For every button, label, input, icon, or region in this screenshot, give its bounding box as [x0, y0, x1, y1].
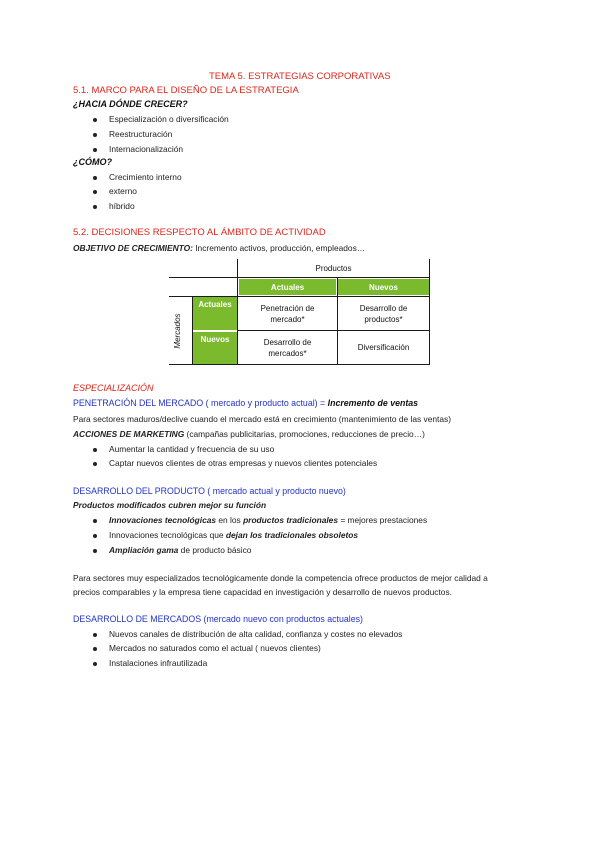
text: en los	[216, 515, 244, 525]
matrix-cell-desarrollo-productos	[338, 297, 429, 330]
section-heading-5-2: 5.2. DECISIONES RESPECTO AL ÁMBITO DE ACTIVIDAD	[73, 227, 326, 238]
cell-text: Desarrollo de	[359, 303, 408, 313]
matrix-row-nuevos: Nuevos	[193, 332, 237, 364]
list-item: híbrido	[109, 201, 135, 211]
bullet	[93, 462, 97, 466]
text: de producto básico	[178, 545, 252, 555]
matrix-mercados-label: Mercados	[173, 313, 182, 349]
marketing-label: ACCIONES DE MARKETING	[73, 429, 185, 439]
list-item	[109, 545, 251, 555]
desarrollo-producto-para-1: Para sectores muy especializados tecnológicamente donde la competencia ofrece productos de mejor calidad a	[73, 573, 488, 583]
desarrollo-producto-heading: DESARROLLO DEL PRODUCTO ( mercado actual y producto nuevo)	[73, 486, 346, 496]
objective-line	[73, 243, 365, 253]
cell-text: Desarrollo de	[263, 337, 312, 347]
list-item: Crecimiento interno	[109, 172, 182, 182]
bullet	[93, 205, 97, 209]
matrix-cell-diversificacion: Diversificación	[357, 343, 410, 352]
desarrollo-producto-subheading: Productos modificados cubren mejor su función	[73, 500, 267, 510]
text-em: productos tradicionales	[243, 515, 338, 525]
text-em: dejan los tradicionales obsoletos	[225, 530, 359, 540]
text-em: Ampliación gama	[109, 545, 179, 555]
bullet	[93, 176, 97, 180]
matrix-gridline	[429, 259, 430, 365]
list-item	[109, 515, 427, 525]
question-como: ¿CÓMO?	[73, 157, 112, 167]
bullet	[93, 148, 97, 152]
bullet	[93, 118, 97, 122]
list-item: Captar nuevos clientes de otras empresas y nuevos clientes potenciales	[109, 458, 378, 468]
marketing-text: (campañas publicitarias, promociones, reducciones de precio…)	[184, 429, 425, 439]
matrix-cell-penetracion	[238, 297, 337, 330]
cell-text: productos*	[364, 314, 403, 324]
bullet	[93, 534, 97, 538]
bullet	[93, 549, 97, 553]
matrix-productos-label: Productos	[315, 263, 352, 273]
desarrollo-producto-para-2: precios comparables y la empresa tiene capacidad en investigación y desarrollo de nuevos productos.	[73, 587, 452, 597]
list-item: Mercados no saturados como el actual ( nuevos clientes)	[109, 643, 321, 653]
matrix-col-actuales: Actuales	[239, 279, 336, 295]
desarrollo-mercados-heading: DESARROLLO DE MERCADOS (mercado nuevo con productos actuales)	[73, 614, 363, 624]
penetracion-heading-em: Incremento de ventas	[327, 398, 419, 408]
section-heading-5-1: 5.1. MARCO PARA EL DISEÑO DE LA ESTRATEGIA	[73, 85, 299, 96]
text: = mejores prestaciones	[338, 515, 428, 525]
bullet	[93, 633, 97, 637]
penetracion-heading	[73, 398, 418, 408]
cell-text: mercado*	[270, 314, 305, 324]
matrix-gridline	[169, 364, 430, 365]
list-item	[109, 530, 358, 540]
document-title: TEMA 5. ESTRATEGIAS CORPORATIVAS	[209, 71, 391, 82]
objective-text: Incremento activos, producción, empleados…	[192, 243, 366, 253]
bullet	[93, 647, 97, 651]
matrix-col-nuevos: Nuevos	[338, 279, 429, 295]
list-item: Internacionalización	[109, 144, 184, 154]
list-item: Aumentar la cantidad y frecuencia de su uso	[109, 444, 275, 454]
list-item: Nuevos canales de distribución de alta calidad, confianza y costes no elevados	[109, 629, 403, 639]
matrix-gridline	[192, 296, 193, 365]
cell-text: Penetración de	[260, 303, 315, 313]
matrix-gridline	[169, 277, 430, 278]
matrix-cell-desarrollo-mercados	[238, 331, 337, 364]
penetracion-line-2	[73, 429, 425, 439]
bullet	[93, 133, 97, 137]
list-item: Reestructuración	[109, 129, 173, 139]
bullet	[93, 519, 97, 523]
bullet	[93, 662, 97, 666]
cell-text: mercados*	[268, 348, 307, 358]
list-item: externo	[109, 186, 137, 196]
text-em: Innovaciones tecnológicas	[109, 515, 217, 525]
especializacion-heading: ESPECIALIZACIÓN	[73, 383, 154, 393]
question-hacia-donde: ¿HACIA DÓNDE CRECER?	[73, 99, 188, 109]
bullet	[93, 448, 97, 452]
text: Innovaciones tecnológicas que	[109, 530, 226, 540]
list-item: Instalaciones infrautilizada	[109, 658, 208, 668]
penetracion-line-1: Para sectores maduros/declive cuando el mercado está en crecimiento (mantenimiento de las ventas)	[73, 414, 451, 424]
matrix-row-actuales: Actuales	[193, 297, 237, 330]
bullet	[93, 190, 97, 194]
list-item: Especialización o diversificación	[109, 114, 229, 124]
objective-label: OBJETIVO DE CRECIMIENTO:	[73, 243, 193, 253]
penetracion-heading-text: PENETRACIÓN DEL MERCADO ( mercado y producto actual) =	[73, 398, 328, 408]
